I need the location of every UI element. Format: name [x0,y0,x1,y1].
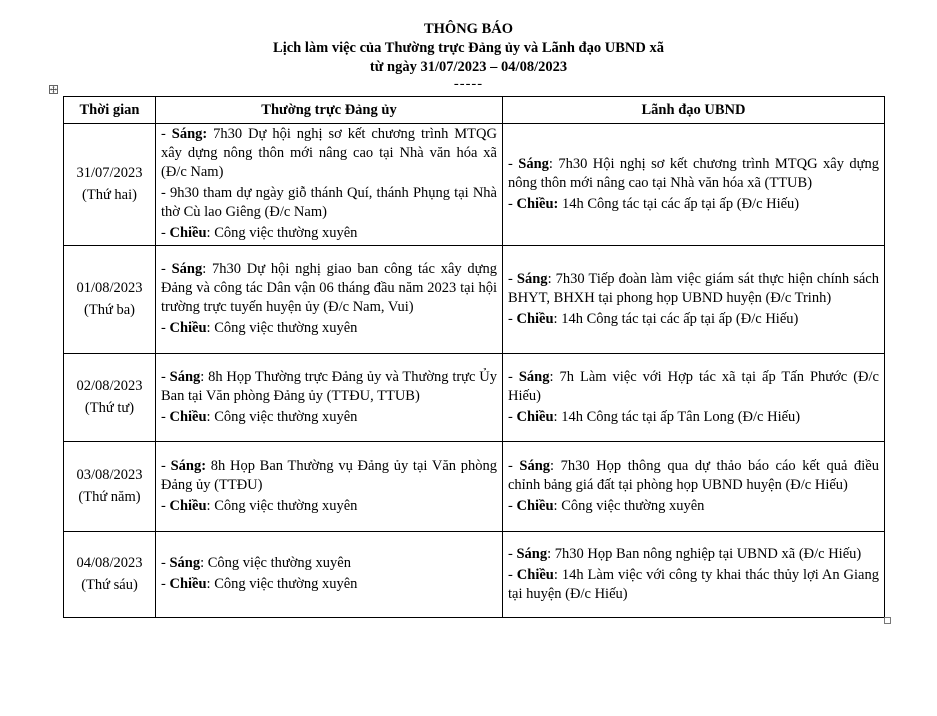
schedule-entry [161,575,497,594]
entry-session-label: Sáng: [170,457,207,474]
entry-session-label: Chiều [169,576,207,592]
entry-session-label: Chiều [516,408,554,425]
entry-text: : 7h30 Họp thông qua dự thảo báo cáo kết quả điều chỉnh bảng giá đất tại phòng họp UBND huyện (Đ/c Hiếu) [508,457,879,493]
schedule-entry [508,497,879,516]
entry-text: : Công việc thường xuyên [206,408,358,425]
schedule-entry [508,545,879,564]
entry-dash: - [508,270,517,287]
entry-dash: - [161,261,172,277]
entry-dash: - [161,185,170,201]
entry-text: : Công việc thường xuyên [206,576,358,592]
table-header-row [64,97,885,124]
entry-text: : 7h30 Họp Ban nông nghiệp tại UBND xã (Đ/c Hiếu) [547,545,862,562]
entry-session-label: Sáng: [171,126,208,142]
heading-separator: ----- [453,76,484,92]
entry-text: : 8h Họp Thường trực Đảng ủy và Thường trực Ủy Ban tại Văn phòng Đảng ủy (TTĐU, TTUB) [161,368,497,404]
entry-text: : 7h Làm việc với Hợp tác xã tại ấp Tấn Phước (Đ/c Hiếu) [508,368,879,404]
entry-dash: - [508,310,517,327]
entry-text: : 14h Công tác tại các ấp tại ấp (Đ/c Hiếu) [553,310,799,327]
schedule-entry [508,270,879,308]
weekday-text: (Thứ năm) [78,489,141,505]
table-row [64,246,885,354]
party-schedule-cell [156,532,503,618]
weekday-text: (Thứ ba) [84,302,135,318]
schedule-entry [161,125,497,182]
schedule-entry [508,408,879,427]
table-row [64,354,885,442]
column-header-party: Thường trực Đảng ủy [156,97,503,124]
schedule-entry [508,457,879,495]
entry-text: 14h Công tác tại các ấp tại ấp (Đ/c Hiếu) [558,195,800,212]
schedule-entry [161,184,497,222]
entry-text: : 7h30 Dự hội nghị giao ban công tác xây dựng Đảng và công tác Dân vận 06 tháng đầu năm 2023 tại hội trường trực tuyến huyện ủy (Đ/c Nam, Vui) [161,261,497,315]
entry-text: 8h Họp Ban Thường vụ Đảng ủy tại Văn phòng Đảng ủy (TTĐU) [161,457,497,493]
entry-session-label: Chiều [169,408,207,425]
schedule-entry [508,155,879,193]
date-text: 31/07/2023 [76,165,143,181]
column-header-ubnd: Lãnh đạo UBND [503,97,885,124]
schedule-entry [161,319,497,338]
entry-dash: - [161,497,170,514]
entry-dash: - [161,576,170,592]
weekday-text: (Thứ sáu) [81,577,138,593]
schedule-entry [508,368,879,406]
entry-text: : 14h Làm việc với công ty khai thác thủy lợi An Giang tại huyện (Đ/c Hiếu) [508,566,879,602]
entry-text: 9h30 tham dự ngày giỗ thánh Quí, thánh Phụng tại Nhà thờ Cù lao Giêng (Đ/c Nam) [161,185,497,220]
entry-session-label: Chiều [169,320,207,336]
entry-dash: - [161,126,172,142]
schedule-entry [161,260,497,317]
entry-text: : Công việc thường xuyên [206,497,358,514]
date-text: 01/08/2023 [76,280,143,296]
schedule-entry [161,368,497,406]
schedule-entry [161,408,497,427]
entry-dash: - [161,555,170,571]
date-cell [64,246,156,354]
entry-dash: - [508,566,517,583]
schedule-table [63,96,885,618]
entry-dash: - [508,155,519,172]
entry-session-label: Sáng [169,555,201,571]
schedule-entry [161,497,497,516]
table-row [64,442,885,532]
entry-text: : Công việc thường xuyên [206,225,358,241]
entry-text: : Công việc thường xuyên [200,555,351,571]
party-schedule-cell [156,442,503,532]
document-date-range: từ ngày 31/07/2023 – 04/08/2023 [369,59,568,75]
entry-session-label: Sáng [516,270,548,287]
ubnd-schedule-cell [503,532,885,618]
date-cell [64,442,156,532]
entry-dash: - [508,368,519,385]
date-cell [64,124,156,246]
entry-session-label: Sáng [519,457,551,474]
schedule-entry [508,566,879,604]
table-row [64,532,885,618]
ubnd-schedule-cell [503,124,885,246]
schedule-entry [161,554,497,573]
entry-session-label: Chiều [169,497,207,514]
document-heading [0,20,937,91]
entry-session-label: Chiều [516,310,554,327]
entry-session-label: Sáng [169,368,201,385]
schedule-entry [161,457,497,495]
schedule-entry [508,310,879,329]
column-header-time: Thời gian [64,97,156,124]
date-text: 03/08/2023 [76,467,143,483]
entry-dash: - [161,457,171,474]
weekday-text: (Thứ tư) [84,400,135,416]
document-subtitle: Lịch làm việc của Thường trực Đảng ủy và Lãnh đạo UBND xã [273,40,664,56]
entry-dash: - [508,457,520,474]
entry-dash: - [508,408,517,425]
entry-session-label: Sáng [516,545,548,562]
entry-dash: - [161,408,170,425]
table-resize-handle-icon[interactable] [884,617,891,624]
entry-dash: - [508,195,517,212]
party-schedule-cell [156,354,503,442]
document-title: THÔNG BÁO [423,21,514,37]
schedule-entry [508,195,879,214]
entry-text: : 7h30 Hội nghị sơ kết chương trình MTQG xây dựng nông thôn mới nâng cao tại Nhà văn hóa xã (TTUB) [508,155,879,191]
entry-dash: - [161,320,170,336]
entry-text: 7h30 Dự hội nghị sơ kết chương trình MTQG xây dựng nông thôn mới nâng cao tại Nhà văn hóa xã (Đ/c Nam) [161,126,497,180]
ubnd-schedule-cell [503,246,885,354]
entry-dash: - [161,368,170,385]
table-move-handle-icon[interactable] [49,85,58,94]
entry-dash: - [508,545,517,562]
date-text: 04/08/2023 [76,555,143,571]
entry-dash: - [508,497,517,514]
entry-text: : Công việc thường xuyên [206,320,358,336]
entry-text: : Công việc thường xuyên [553,497,705,514]
ubnd-schedule-cell [503,354,885,442]
date-text: 02/08/2023 [76,378,143,394]
entry-session-label: Chiều [169,225,207,241]
entry-session-label: Sáng [171,261,203,277]
table-row [64,124,885,246]
weekday-text: (Thứ hai) [82,187,137,203]
entry-text: : 7h30 Tiếp đoàn làm việc giám sát thực hiện chính sách BHYT, BHXH tại phong họp UBND huyện (Đ/c Trinh) [508,270,879,306]
ubnd-schedule-cell [503,442,885,532]
schedule-entry [161,224,497,243]
date-cell [64,532,156,618]
party-schedule-cell [156,246,503,354]
entry-session-label: Sáng [518,155,549,172]
entry-session-label: Sáng [518,368,550,385]
entry-session-label: Chiều [516,566,554,583]
entry-session-label: Chiều: [516,195,559,212]
date-cell [64,354,156,442]
entry-dash: - [161,225,170,241]
entry-session-label: Chiều [516,497,554,514]
entry-text: : 14h Công tác tại ấp Tân Long (Đ/c Hiếu) [553,408,801,425]
party-schedule-cell [156,124,503,246]
